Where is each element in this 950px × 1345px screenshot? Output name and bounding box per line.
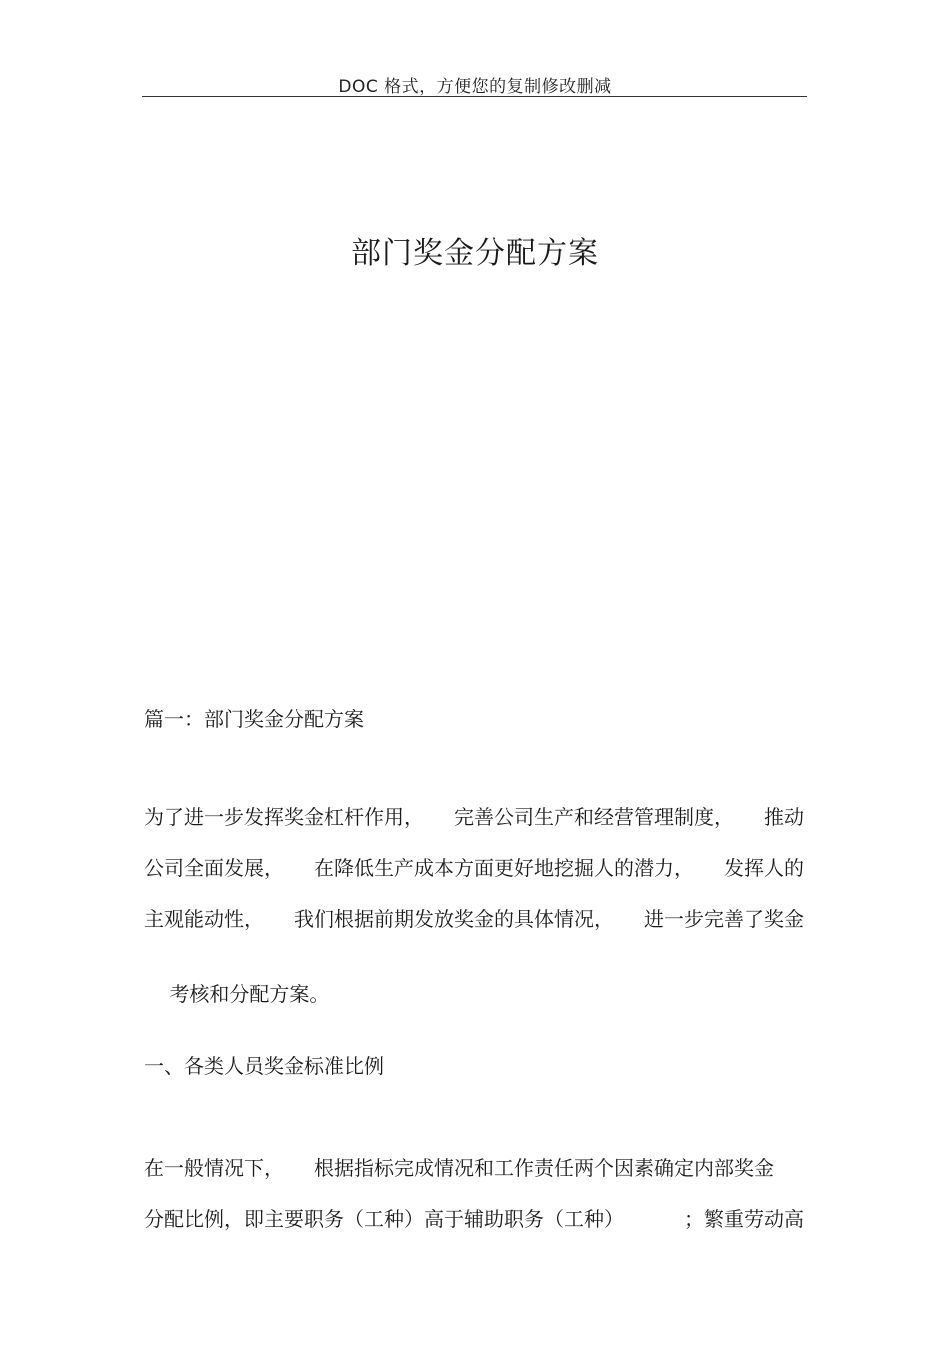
text-segment: 分配比例，即主要职务（工种）高于辅助职务（工种）: [144, 1207, 624, 1231]
header-divider: [142, 96, 807, 97]
paragraph-line: [144, 903, 804, 932]
paragraph-line: [144, 1152, 774, 1181]
section-heading: 篇一：部门奖金分配方案: [144, 707, 364, 731]
text-segment: 进一步完善了奖金: [644, 907, 804, 931]
header-text: DOC 格式，方便您的复制修改删减: [338, 77, 612, 97]
text-segment: 在降低生产成本方面更好地挖掘人的潜力，: [314, 856, 694, 880]
text-segment: 推动: [764, 805, 804, 829]
text-segment: 我们根据前期发放奖金的具体情况，: [294, 907, 614, 931]
paragraph-line: [144, 954, 329, 1031]
text-segment: 考核和分配方案。: [169, 982, 330, 1006]
document-title: 部门奖金分配方案: [351, 236, 599, 271]
text-segment: ；繁重劳动高: [684, 1207, 804, 1231]
text-segment: 发挥人的: [724, 856, 804, 880]
paragraph-line: [144, 852, 804, 881]
paragraph-line: [144, 1203, 804, 1232]
text-segment: 在一般情况下，: [144, 1156, 284, 1180]
paragraph-line: [144, 801, 804, 830]
text-segment: 完善公司生产和经营管理制度，: [454, 805, 734, 829]
text-segment: 公司全面发展，: [144, 856, 284, 880]
text-segment: 根据指标完成情况和工作责任两个因素确定内部奖金: [314, 1156, 774, 1180]
text-segment: 为了进一步发挥奖金杠杆作用，: [144, 805, 424, 829]
subsection-heading: 一、各类人员奖金标准比例: [144, 1054, 384, 1078]
text-segment: 主观能动性，: [144, 907, 264, 931]
